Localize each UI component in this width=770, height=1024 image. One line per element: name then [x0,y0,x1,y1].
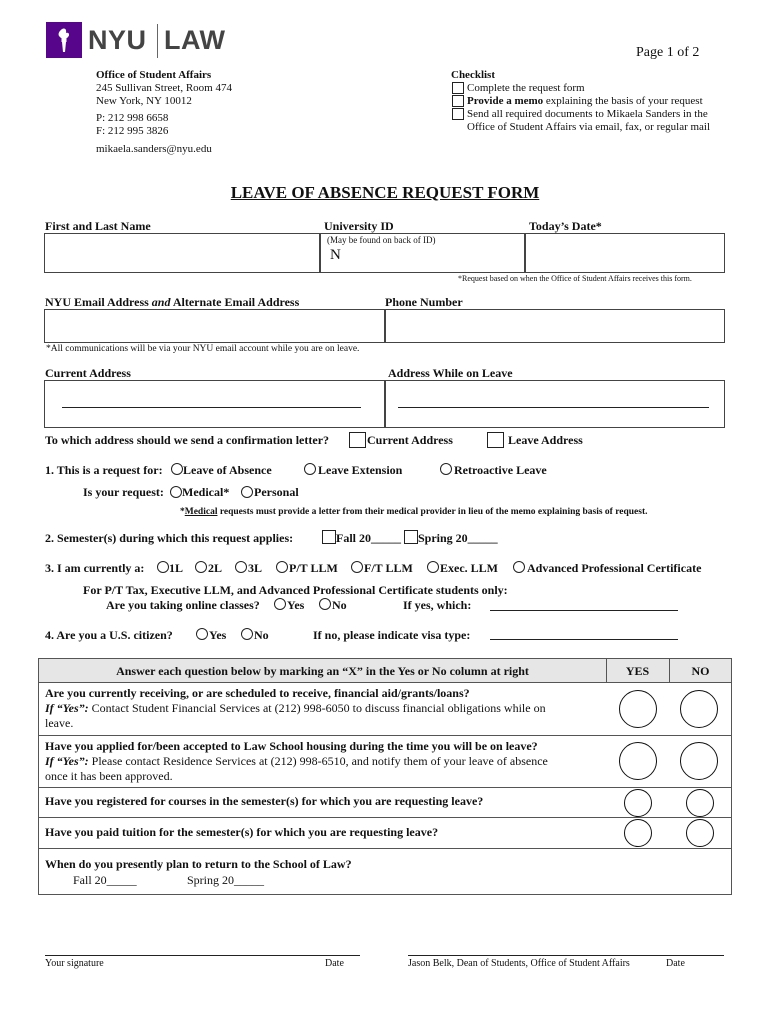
personal-radio[interactable] [241,486,253,498]
checklist-checkbox-1[interactable] [452,82,464,94]
2l-radio[interactable] [195,561,207,573]
advanced-certificate-option: Advanced Professional Certificate [527,561,702,575]
online-no-radio[interactable] [319,598,331,610]
housing-detail-text: Please contact Residence Services at (212) 998-6510, and notify them of your leave of absence [88,754,548,768]
current-address-checkbox[interactable] [349,432,366,448]
retroactive-leave-option: Retroactive Leave [454,463,547,477]
leave-address-checkbox[interactable] [487,432,504,448]
online-yes-option: Yes [287,598,305,612]
online-if-yes-label: If yes, which: [403,598,472,612]
torch-icon [46,22,82,58]
financial-aid-no-circle[interactable] [680,690,718,728]
pt-llm-radio[interactable] [276,561,288,573]
office-fax: F: 212 995 3826 [96,125,169,137]
ft-llm-radio[interactable] [351,561,363,573]
q3-label: 3. I am currently a: [45,561,145,575]
housing-detail-line2: once it has been approved. [45,769,173,783]
housing-question: Have you applied for/been accepted to Law School housing during the time you will be on leave? [45,739,538,753]
3l-radio[interactable] [235,561,247,573]
online-no-option: No [332,598,347,612]
office-email: mikaela.sanders@nyu.edu [96,143,212,155]
financial-aid-detail-text: Contact Student Financial Services at (212) 998-6050 to discuss financial obligations while on [88,701,546,715]
leave-of-absence-radio[interactable] [171,463,183,475]
citizen-no-option: No [254,628,269,642]
retroactive-leave-radio[interactable] [440,463,452,475]
personal-option: Personal [254,485,299,499]
date-note: *Request based on when the Office of Student Affairs receives this form. [458,274,692,283]
financial-aid-yes-circle[interactable] [619,690,657,728]
email-note: *All communications will be via your NYU email account while you are on leave. [46,344,360,354]
fall-option: Fall 20_____ [336,531,401,545]
name-field[interactable] [44,233,320,273]
todays-date-label: Today’s Date* [529,219,602,233]
exec-llm-radio[interactable] [427,561,439,573]
leave-extension-option: Leave Extension [318,463,403,477]
citizen-no-radio[interactable] [241,628,253,640]
paid-tuition-yes-circle[interactable] [624,819,652,847]
registered-courses-question: Have you registered for courses in the semester(s) for which you are requesting leave? [45,794,484,808]
financial-aid-question: Are you currently receiving, or are scheduled to receive, financial aid/grants/loans? [45,686,470,700]
phone-label: Phone Number [385,295,463,309]
checklist-item-1: Complete the request form [467,82,585,94]
online-yes-radio[interactable] [274,598,286,610]
table-header-yes: YES [625,664,650,678]
q2-label: 2. Semester(s) during which this request applies: [45,531,294,545]
financial-aid-detail-line2: leave. [45,716,74,730]
checklist-item-3-line1: Send all required documents to Mikaela Sanders in the [467,108,708,120]
financial-aid-detail [45,701,546,716]
2l-option: 2L [208,561,223,575]
leave-address-option: Leave Address [508,433,583,447]
table-header-no: NO [691,664,710,678]
dean-date-label: Date [666,958,685,969]
office-street: 245 Sullivan Street, Room 474 [96,82,232,94]
leave-of-absence-option: Leave of Absence [183,463,272,477]
checklist-item-2 [467,95,703,107]
3l-option: 3L [248,561,263,575]
paid-tuition-no-circle[interactable] [686,819,714,847]
current-address-field[interactable] [44,380,385,428]
student-signature-label: Your signature [45,958,104,969]
citizen-yes-option: Yes [209,628,227,642]
checklist-item-2-rest: explaining the basis of your request [543,95,703,107]
university-id-prefix: N [330,247,341,263]
office-city: New York, NY 10012 [96,95,192,107]
return-fall: Fall 20_____ [73,873,137,887]
current-address-line [62,407,361,408]
housing-yes-circle[interactable] [619,742,657,780]
advanced-certificate-radio[interactable] [513,561,525,573]
table-col-divider-2 [669,658,670,682]
online-classes-input-line[interactable] [490,610,678,611]
medical-note-underline: Medical [184,507,218,517]
office-phone: P: 212 998 6658 [96,112,169,124]
logo-brand: NYU [88,25,147,55]
return-spring: Spring 20_____ [187,873,265,887]
table-row-divider [38,848,732,849]
confirmation-question: To which address should we send a confirmation letter? [45,433,330,447]
registered-courses-yes-circle[interactable] [624,789,652,817]
leave-address-field[interactable] [385,380,725,428]
citizen-yes-radio[interactable] [196,628,208,640]
ft-llm-option: F/T LLM [364,561,413,575]
email-field[interactable] [44,309,385,343]
table-header-instruction: Answer each question below by marking an “X” in the Yes or No column at right [116,664,529,678]
student-date-label: Date [325,958,344,969]
registered-courses-no-circle[interactable] [686,789,714,817]
q1-label: 1. This is a request for: [45,463,163,477]
request-type-label: Is your request: [83,485,164,499]
dean-signature-label: Jason Belk, Dean of Students, Office of Student Affairs [408,958,630,969]
phone-field[interactable] [385,309,725,343]
online-classes-question: Are you taking online classes? [106,598,260,612]
checklist-item-3-line2: Office of Student Affairs via email, fax, or regular mail [467,121,711,133]
checklist-checkbox-2[interactable] [452,95,464,107]
medical-option: Medical* [182,485,230,499]
university-id-hint: (May be found on back of ID) [327,235,436,245]
page-number: Page 1 of 2 [636,45,700,60]
1l-radio[interactable] [157,561,169,573]
todays-date-field[interactable] [525,233,725,273]
checklist-item-2-bold: Provide a memo [467,95,544,107]
visa-type-label: If no, please indicate visa type: [313,628,471,642]
nyu-law-logo [46,22,236,62]
fall-checkbox[interactable] [322,530,336,544]
name-label: First and Last Name [45,219,151,233]
exec-llm-option: Exec. LLM [440,561,498,575]
checklist-checkbox-3[interactable] [452,108,464,120]
leave-extension-radio[interactable] [304,463,316,475]
visa-type-input-line[interactable] [490,639,678,640]
housing-if-yes: If “Yes”: [45,754,89,768]
table-row-divider [38,735,732,736]
university-id-label: University ID [324,219,394,233]
table-col-divider-1 [606,658,607,682]
housing-no-circle[interactable] [680,742,718,780]
online-classes-heading: For P/T Tax, Executive LLM, and Advanced Professional Certificate students only: [83,583,508,597]
return-question: When do you presently plan to return to the School of Law? [45,857,352,871]
medical-note-star: * [180,507,185,517]
checklist-title: Checklist [451,69,495,81]
email-label [45,295,299,310]
email-label-b: Alternate Email Address [170,295,300,309]
email-label-and: and [151,295,171,309]
medical-note [180,507,648,517]
current-address-label: Current Address [45,366,131,380]
email-label-a: NYU Email Address [45,295,152,309]
spring-checkbox[interactable] [404,530,418,544]
table-row-divider [38,682,732,683]
form-title: LEAVE OF ABSENCE REQUEST FORM [230,183,540,202]
paid-tuition-question: Have you paid tuition for the semester(s) for which you are requesting leave? [45,825,439,839]
spring-option: Spring 20_____ [418,531,498,545]
logo-divider [157,24,158,58]
dean-signature-line[interactable] [408,955,724,956]
table-row-divider [38,787,732,788]
current-address-option: Current Address [367,433,453,447]
office-name: Office of Student Affairs [96,69,212,81]
medical-radio[interactable] [170,486,182,498]
q4-label: 4. Are you a U.S. citizen? [45,628,173,642]
logo-unit: LAW [164,25,226,55]
medical-note-rest: requests must provide a letter from their medical provider in lieu of the memo explaining basis of request. [217,507,648,517]
pt-llm-option: P/T LLM [289,561,338,575]
1l-option: 1L [169,561,184,575]
leave-address-line [398,407,709,408]
housing-detail [45,754,548,769]
leave-address-label: Address While on Leave [388,366,513,380]
financial-aid-if-yes: If “Yes”: [45,701,89,715]
table-row-divider [38,817,732,818]
student-signature-line[interactable] [45,955,360,956]
